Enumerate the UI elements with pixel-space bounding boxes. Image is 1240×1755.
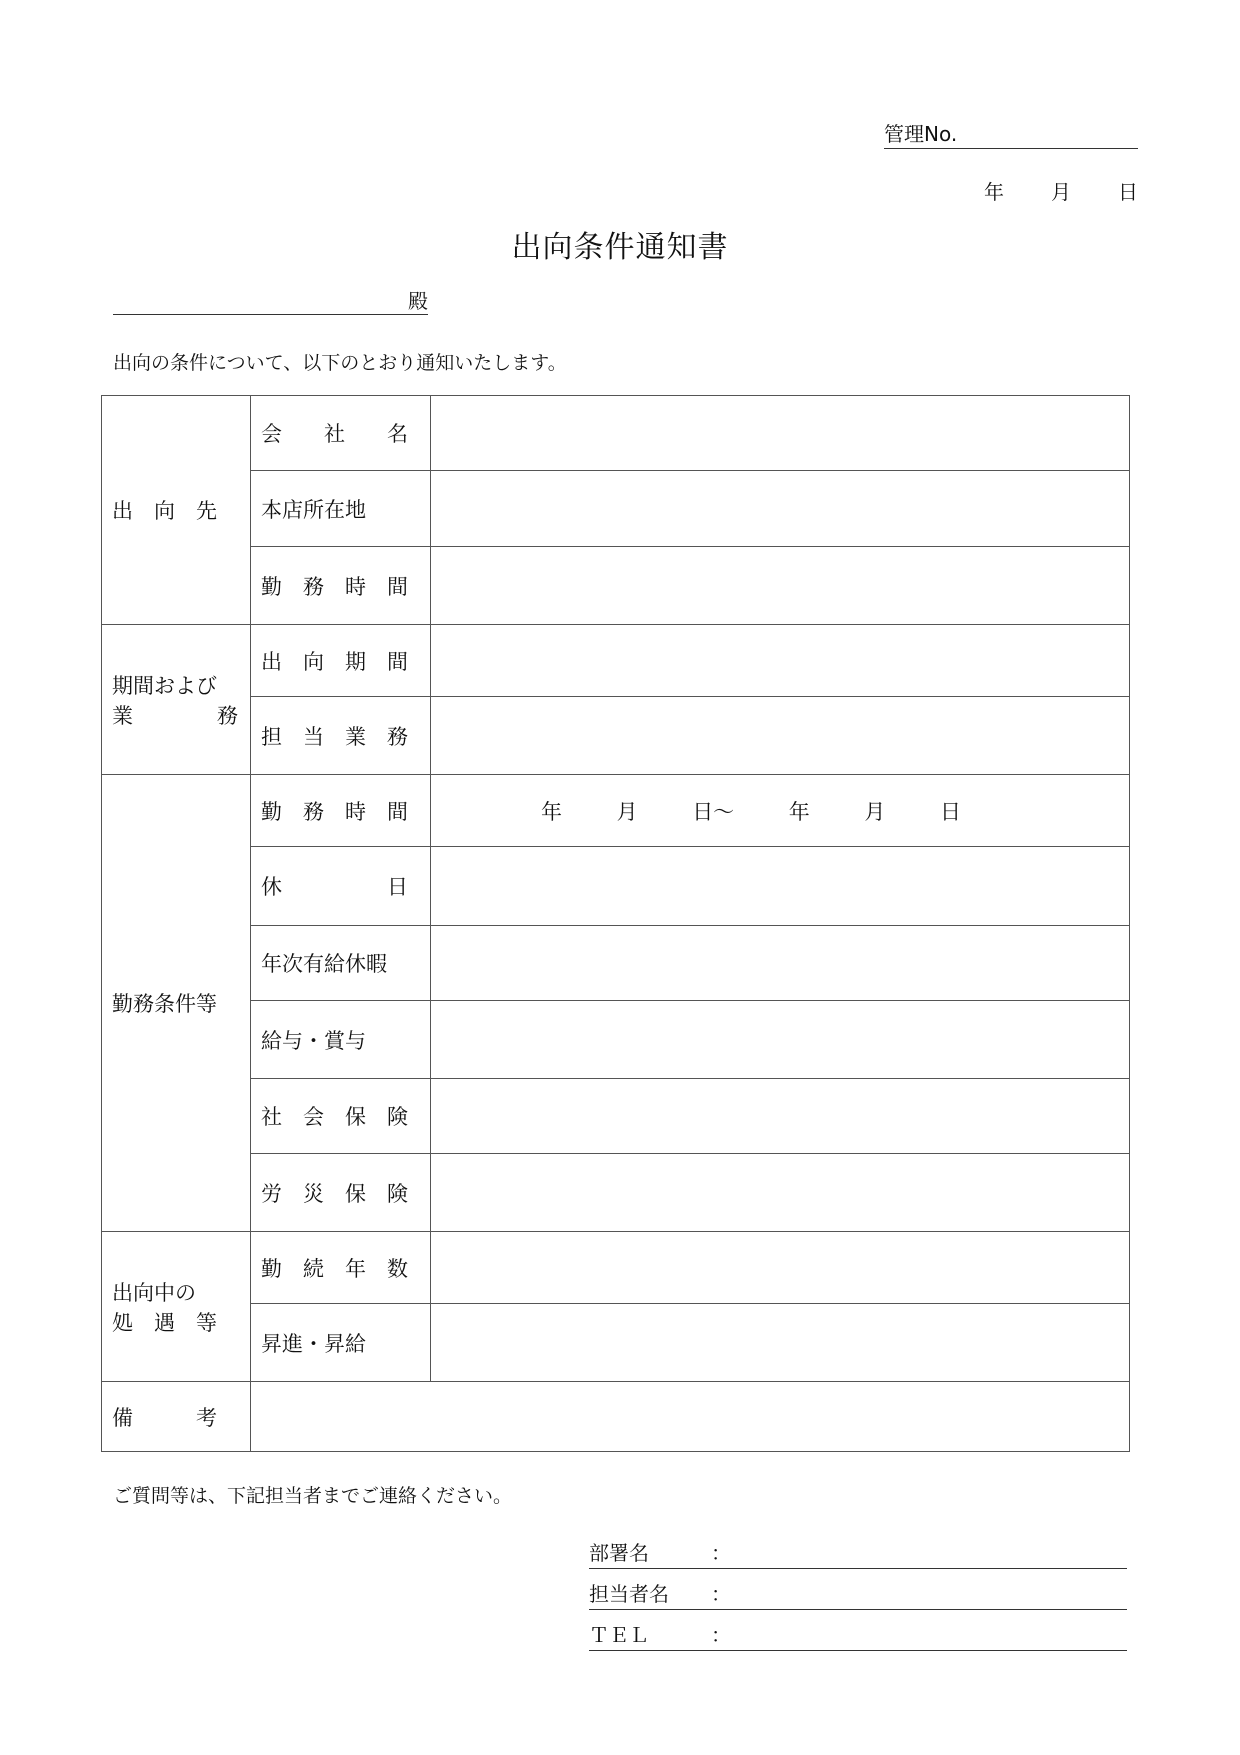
- department-label: 部署名: [589, 1541, 649, 1565]
- table-row: [102, 396, 1130, 471]
- table-row: [102, 1232, 1130, 1304]
- table-row: [102, 625, 1130, 697]
- value-assignment-period[interactable]: [431, 625, 1130, 697]
- table-row: [102, 1382, 1130, 1452]
- table-row: [102, 697, 1130, 775]
- category-period: [102, 625, 251, 775]
- value-remarks[interactable]: [251, 1382, 1130, 1452]
- period-day1: 日～: [692, 799, 735, 824]
- department-field[interactable]: [589, 1538, 1127, 1569]
- category-destination: 出 向 先: [102, 396, 251, 625]
- table-row: [102, 1154, 1130, 1232]
- category-treatment: [102, 1232, 251, 1382]
- item-social-insurance: 社 会 保 険: [251, 1079, 431, 1154]
- table-row: [102, 1304, 1130, 1382]
- tel-colon: ：: [711, 1623, 731, 1647]
- value-salary-bonus[interactable]: [431, 1001, 1130, 1079]
- person-field[interactable]: [589, 1579, 1127, 1610]
- period-month1: 月: [616, 799, 638, 824]
- item-assignment-period: 出 向 期 間: [251, 625, 431, 697]
- category-treatment-line1: 出向中の: [112, 1280, 196, 1305]
- value-service-years[interactable]: [431, 1232, 1130, 1304]
- category-treatment-line2: 処 遇 等: [112, 1310, 217, 1335]
- department-colon: ：: [711, 1541, 731, 1565]
- management-no-label: 管理No.: [884, 122, 958, 146]
- item-salary-bonus: 給与・賞与: [251, 1001, 431, 1079]
- value-workers-comp[interactable]: [431, 1154, 1130, 1232]
- conditions-table: [101, 395, 1130, 1452]
- table-row: [102, 847, 1130, 926]
- category-remarks: 備 考: [102, 1382, 251, 1452]
- category-period-line2: 業 務: [112, 703, 238, 728]
- item-paid-leave: 年次有給休暇: [251, 926, 431, 1001]
- value-paid-leave[interactable]: [431, 926, 1130, 1001]
- item-company-name: 会 社 名: [251, 396, 431, 471]
- item-promotion: 昇進・昇給: [251, 1304, 431, 1382]
- intro-text: 出向の条件について、以下のとおり通知いたします。: [113, 352, 567, 374]
- period-day2: 日: [939, 799, 961, 824]
- item-duties: 担 当 業 務: [251, 697, 431, 775]
- value-work-hours[interactable]: [431, 775, 1130, 847]
- item-work-hours: 勤 務 時 間: [251, 775, 431, 847]
- question-note: ご質問等は、下記担当者までご連絡ください。: [113, 1485, 513, 1507]
- document-title: 出向条件通知書: [511, 230, 729, 265]
- table-row: [102, 471, 1130, 547]
- table-row: [102, 775, 1130, 847]
- person-colon: ：: [711, 1582, 731, 1606]
- table-row: [102, 1079, 1130, 1154]
- addressee-suffix: 殿: [408, 289, 428, 313]
- value-holidays[interactable]: [431, 847, 1130, 926]
- value-company-name[interactable]: [431, 396, 1130, 471]
- period-year1: 年: [541, 799, 562, 824]
- date-day-label: 日: [1118, 180, 1138, 204]
- period-range: [541, 796, 961, 826]
- value-duties[interactable]: [431, 697, 1130, 775]
- item-head-office: 本店所在地: [251, 471, 431, 547]
- item-service-years: 勤 続 年 数: [251, 1232, 431, 1304]
- tel-field[interactable]: [589, 1620, 1127, 1651]
- item-work-hours-dest: 勤 務 時 間: [251, 547, 431, 625]
- item-workers-comp: 労 災 保 険: [251, 1154, 431, 1232]
- tel-label: ＴＥＬ: [589, 1623, 649, 1647]
- issue-date: [984, 176, 1138, 205]
- table-row: [102, 926, 1130, 1001]
- date-year-label: 年: [984, 180, 1004, 204]
- category-period-line1: 期間および: [112, 673, 217, 698]
- category-conditions: 勤務条件等: [102, 775, 251, 1232]
- person-label: 担当者名: [589, 1582, 669, 1606]
- table-row: [102, 1001, 1130, 1079]
- value-social-insurance[interactable]: [431, 1079, 1130, 1154]
- value-work-hours-dest[interactable]: [431, 547, 1130, 625]
- value-head-office[interactable]: [431, 471, 1130, 547]
- management-no-field[interactable]: [884, 120, 1138, 149]
- table-row: [102, 547, 1130, 625]
- date-month-label: 月: [1051, 180, 1071, 204]
- value-promotion[interactable]: [431, 1304, 1130, 1382]
- addressee-field[interactable]: [113, 288, 428, 315]
- period-month2: 月: [864, 799, 886, 824]
- period-year2: 年: [788, 799, 810, 824]
- item-holidays: 休 日: [251, 847, 431, 926]
